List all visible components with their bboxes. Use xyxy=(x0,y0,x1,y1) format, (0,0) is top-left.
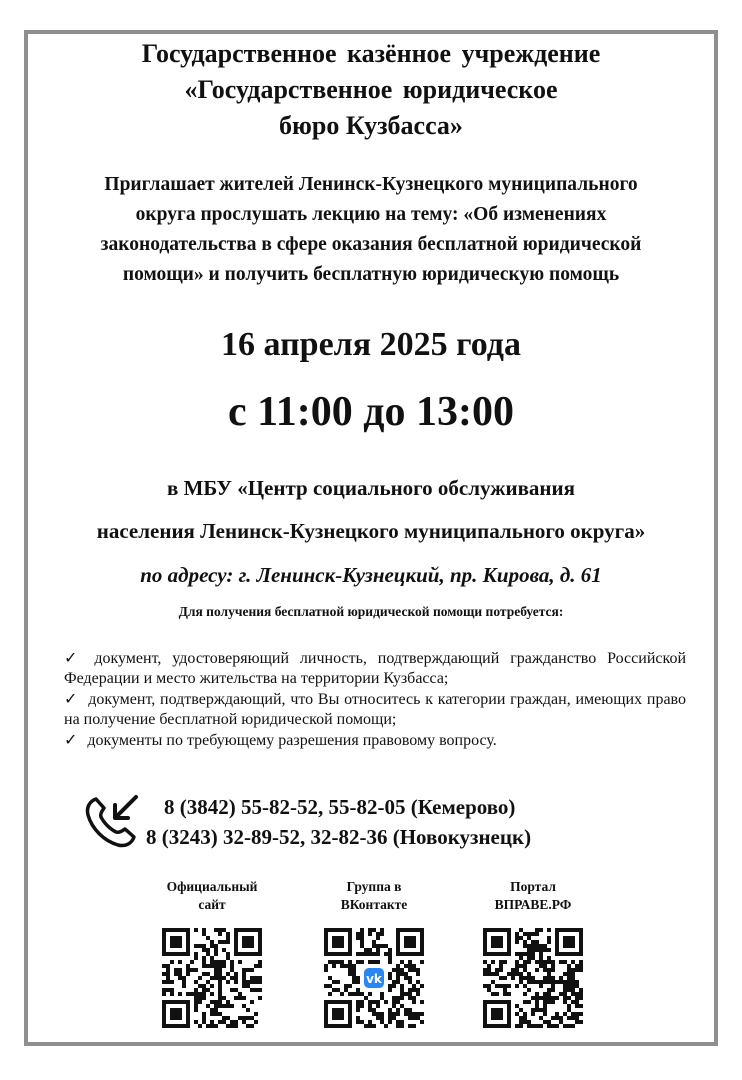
list-item xyxy=(64,648,686,689)
requirement-text: документы по требующему разрешения правовому вопросу. xyxy=(87,732,497,749)
qr-label-line-2: ВКонтакте xyxy=(340,897,408,912)
requirements-heading: Для получения бесплатной юридической помощи потребуется: xyxy=(178,604,564,619)
venue-address: по адресу: г. Ленинск-Кузнецкий, пр. Кирова, д. 61 xyxy=(140,563,602,587)
check-mark-icon: ✓ xyxy=(64,730,78,749)
qr-official-site xyxy=(142,878,282,1028)
invite-line-1: Приглашает жителей Ленинск-Кузнецкого муниципального xyxy=(104,174,638,195)
phone-numbers xyxy=(146,792,531,852)
phone-incoming-icon xyxy=(82,793,142,851)
list-item xyxy=(64,689,686,730)
venue-line-1: в МБУ «Центр социального обслуживания xyxy=(167,476,575,500)
qr-label-line-1: Официальный xyxy=(166,879,258,894)
qr-label-line-1: Портал xyxy=(510,879,556,894)
title-line-1: Государственное казённое учреждение xyxy=(141,39,601,68)
qr-code-official-site[interactable] xyxy=(162,928,262,1028)
qr-label xyxy=(304,878,444,918)
qr-label-line-2: сайт xyxy=(198,897,226,912)
invite-line-3: законодательства в сфере оказания бесплатной юридической xyxy=(100,234,642,255)
requirement-text: документ, подтверждающий, что Вы относитесь к категории граждан, имеющих право на получение бесплатной юридической помощи; xyxy=(64,691,687,728)
invitation-text xyxy=(60,170,682,290)
check-mark-icon: ✓ xyxy=(64,689,79,708)
event-date: 16 апреля 2025 года xyxy=(221,326,521,363)
organization-title xyxy=(0,36,742,144)
phone-novokuznetsk: 8 (3243) 32-89-52, 32-82-36 (Новокузнецк) xyxy=(146,825,532,849)
qr-code-vprave[interactable] xyxy=(483,928,583,1028)
event-time: с 11:00 до 13:00 xyxy=(227,389,515,435)
requirements-list xyxy=(64,648,686,751)
qr-label-line-1: Группа в xyxy=(346,879,402,894)
qr-code-vk[interactable] xyxy=(324,928,424,1028)
phone-kemerovo: 8 (3842) 55-82-52, 55-82-05 (Кемерово) xyxy=(164,795,516,819)
title-line-3: бюро Кузбасса» xyxy=(279,111,463,140)
qr-label xyxy=(463,878,603,918)
check-mark-icon: ✓ xyxy=(64,648,85,667)
requirement-text: документ, удостоверяющий личность, подтверждающий гражданство Российской Федерации и место жительства на территории Кузбасса; xyxy=(64,650,687,687)
qr-label xyxy=(142,878,282,918)
invite-line-4: помощи» и получить бесплатную юридическую помощь xyxy=(122,264,620,285)
invite-line-2: округа прослушать лекцию на тему: «Об изменениях xyxy=(135,204,607,225)
svg-text:vk: vk xyxy=(366,971,382,986)
qr-label-line-2: ВПРАВЕ.РФ xyxy=(494,897,572,912)
list-item xyxy=(64,730,686,751)
venue-line-2: населения Ленинск-Кузнецкого муниципального округа» xyxy=(96,519,646,543)
qr-vk-group xyxy=(304,878,444,1028)
title-line-2: «Государственное юридическое xyxy=(184,75,558,104)
qr-vprave-portal xyxy=(463,878,603,1028)
